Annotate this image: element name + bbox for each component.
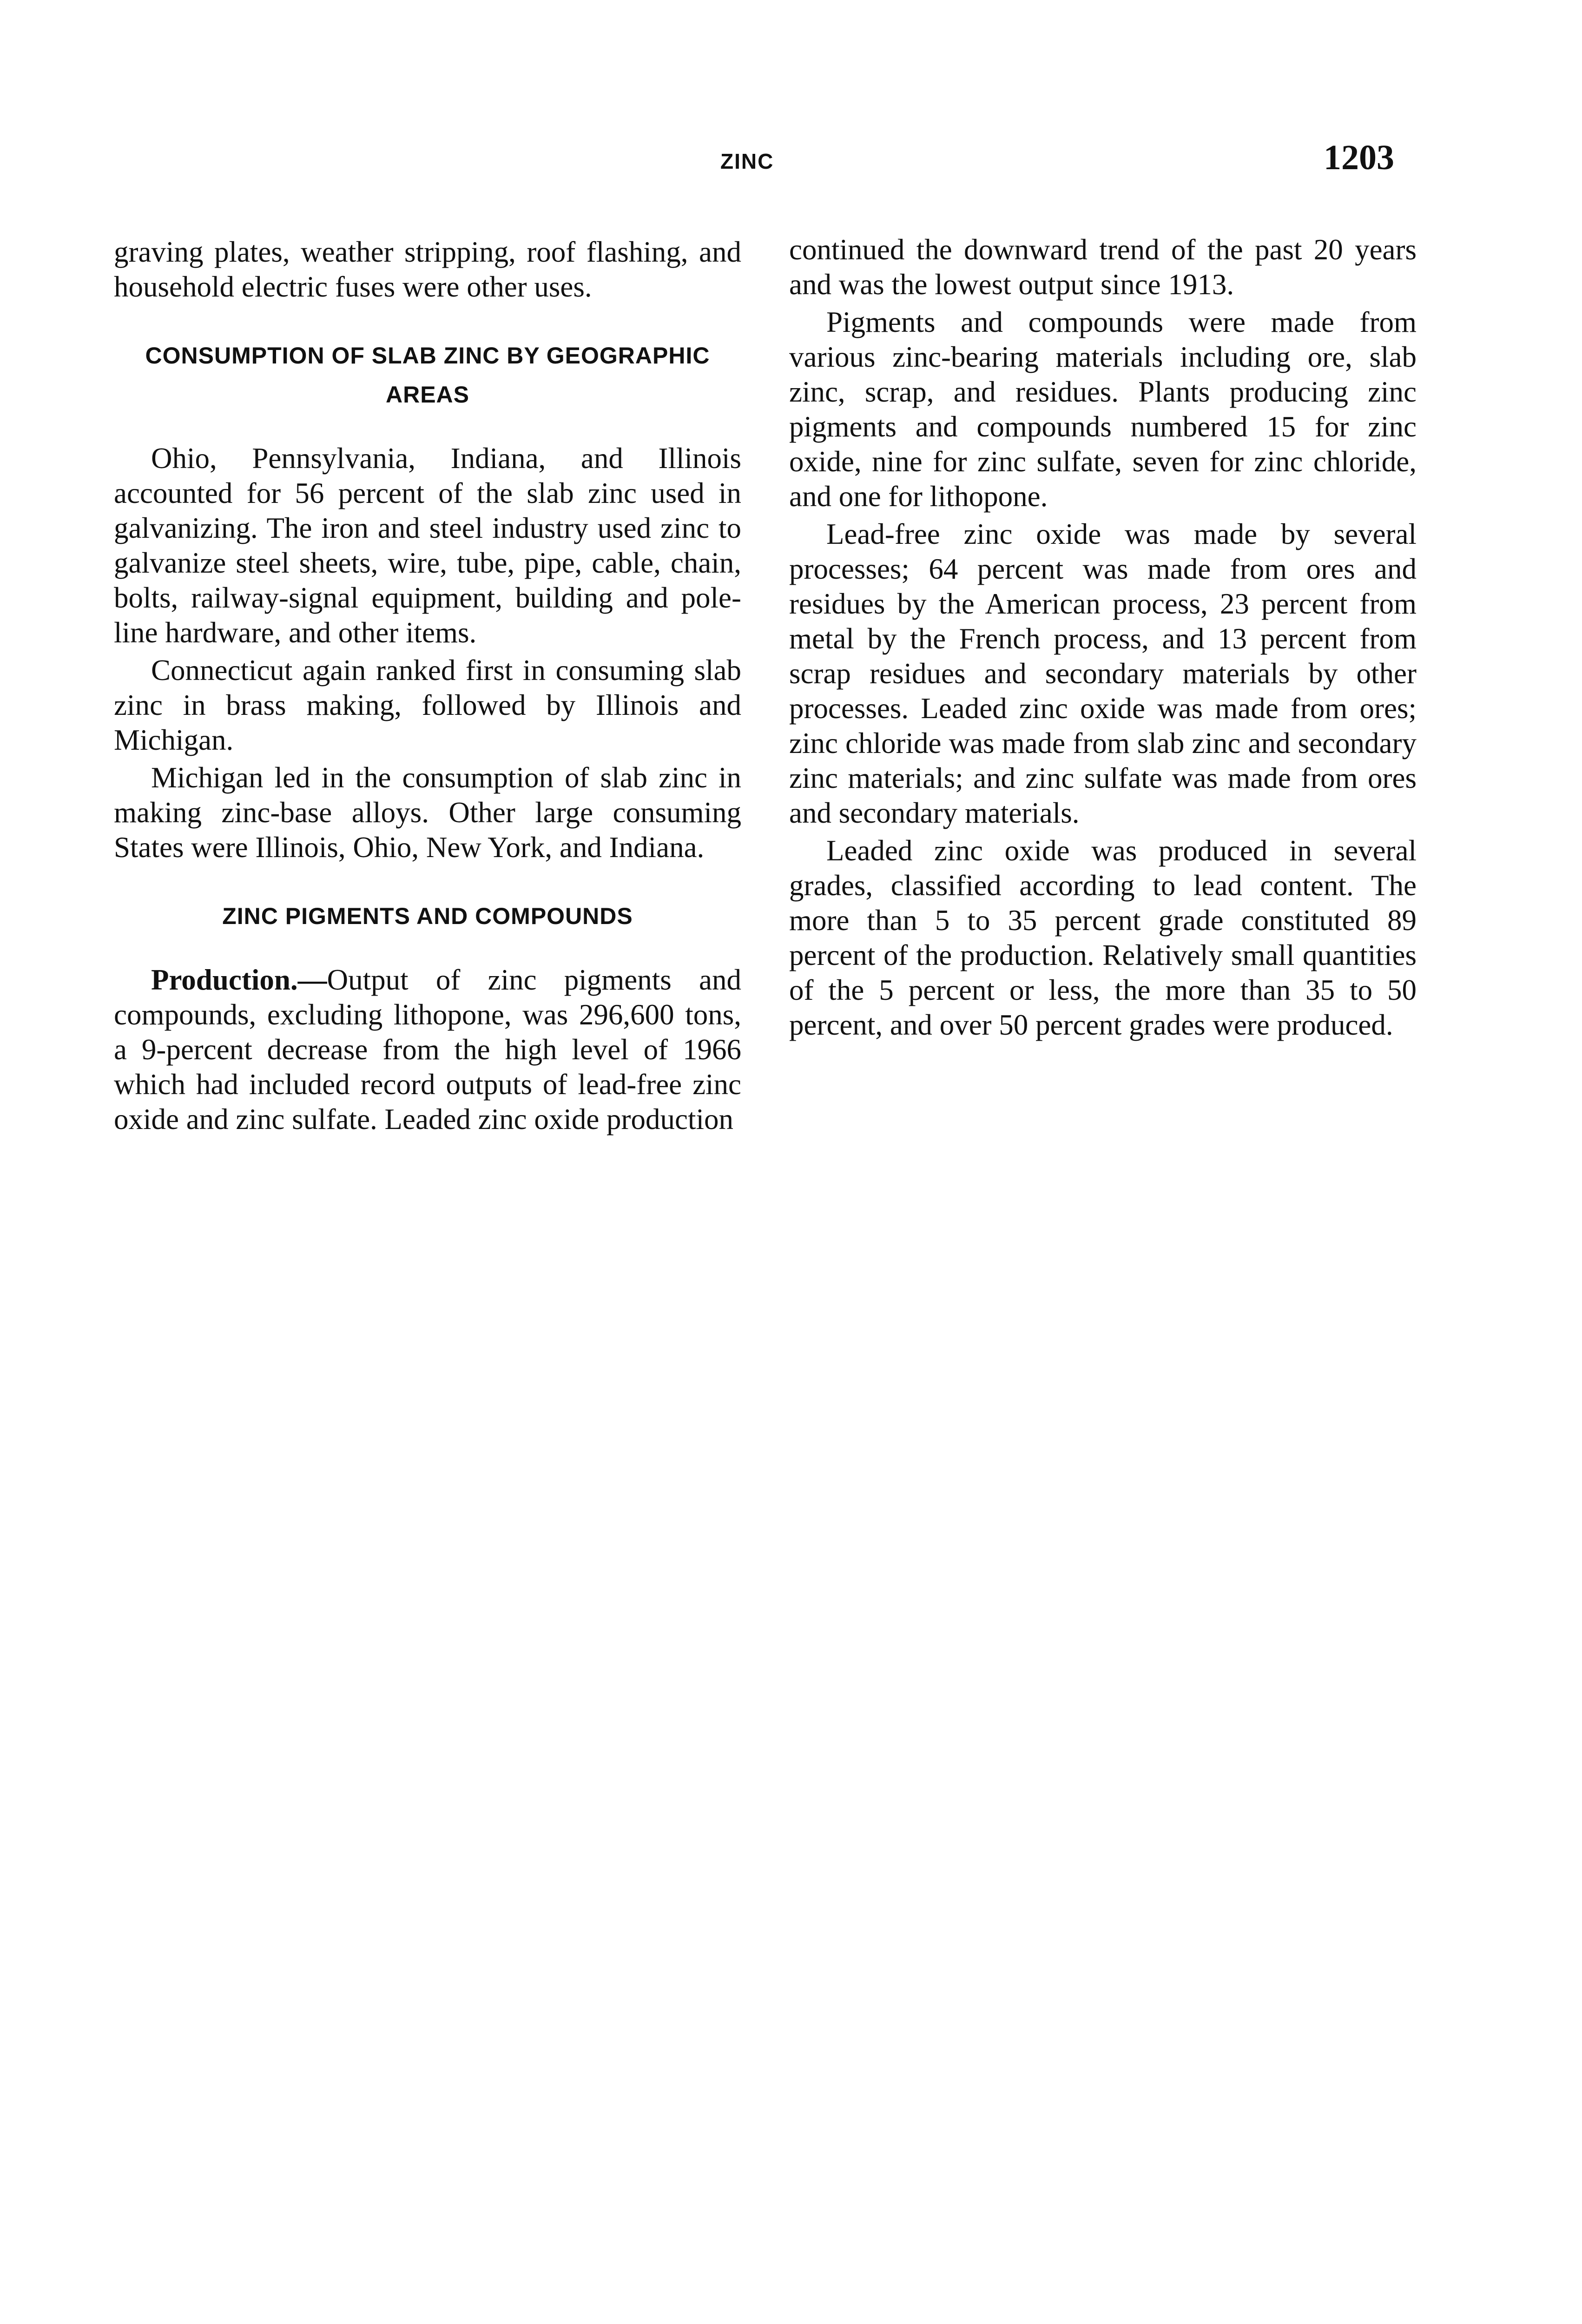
right-column — [789, 232, 1417, 1045]
paragraph-zinc-base-alloys: Michigan led in the consumption of slab zinc in making zinc-base alloys. Other large consuming States were Illinois, Ohio, New York, and Indiana. — [114, 761, 741, 864]
section-heading-geographic-areas: CONSUMPTION OF SLAB ZINC BY GEOGRAPHIC AREAS — [145, 343, 710, 408]
continued-paragraph: graving plates, weather stripping, roof flashing, and household electric fuses were other uses. — [114, 236, 741, 303]
production-text: Output of zinc pigments and compounds, excluding lithopone, was 296,600 tons, a 9-percent decrease from the high level of 1966 which had included record outputs of lead-free zinc oxide and zinc sulfate. Leaded zinc oxide production — [114, 964, 741, 1136]
paragraph-brass-making: Connecticut again ranked first in consuming slab zinc in brass making, followed by Illinois and Michigan. — [114, 654, 741, 756]
production-run-in-heading: Production.— — [151, 964, 327, 996]
paragraph-processes: Lead-free zinc oxide was made by several processes; 64 percent was made from ores and residues by the American process, 23 percent from metal by the French process, and 13 percent from scrap residues and secondary materials by other processes. Leaded zinc oxide was made from ores; zinc chloride was made from slab zinc and secondary zinc materials; and zinc sulfate was made from ores and secondary materials. — [789, 518, 1417, 829]
continued-paragraph-right: continued the downward trend of the past 20 years and was the lowest output since 1913. — [789, 233, 1417, 301]
paragraph-production — [114, 963, 741, 1137]
running-head: ZINC — [720, 149, 774, 173]
paragraph-grades: Leaded zinc oxide was produced in several grades, classified according to lead content. The more than 5 to 35 percent grade constituted 89 percent of the production. Relatively small quantities of the 5 percent or less, the more than 35 to 50 percent, and over 50 percent grades were produced. — [789, 834, 1417, 1041]
section-heading-pigments-compounds: ZINC PIGMENTS AND COMPOUNDS — [222, 903, 633, 929]
page-number: 1203 — [1324, 138, 1394, 177]
left-column — [114, 235, 741, 1140]
paragraph-materials: Pigments and compounds were made from various zinc-bearing materials including ore, slab zinc, scrap, and residues. Plants producing zinc pigments and compounds numbered 15 for zinc oxide, nine for zinc sulfate, seven for zinc chloride, and one for lithopone. — [789, 306, 1417, 513]
paragraph-galvanizing: Ohio, Pennsylvania, Indiana, and Illinois accounted for 56 percent of the slab zinc used in galvanizing. The iron and steel industry used zinc to galvanize steel sheets, wire, tube, pipe, cable, chain, bolts, railway-signal equipment, building and pole-line hardware, and other items. — [114, 442, 741, 649]
